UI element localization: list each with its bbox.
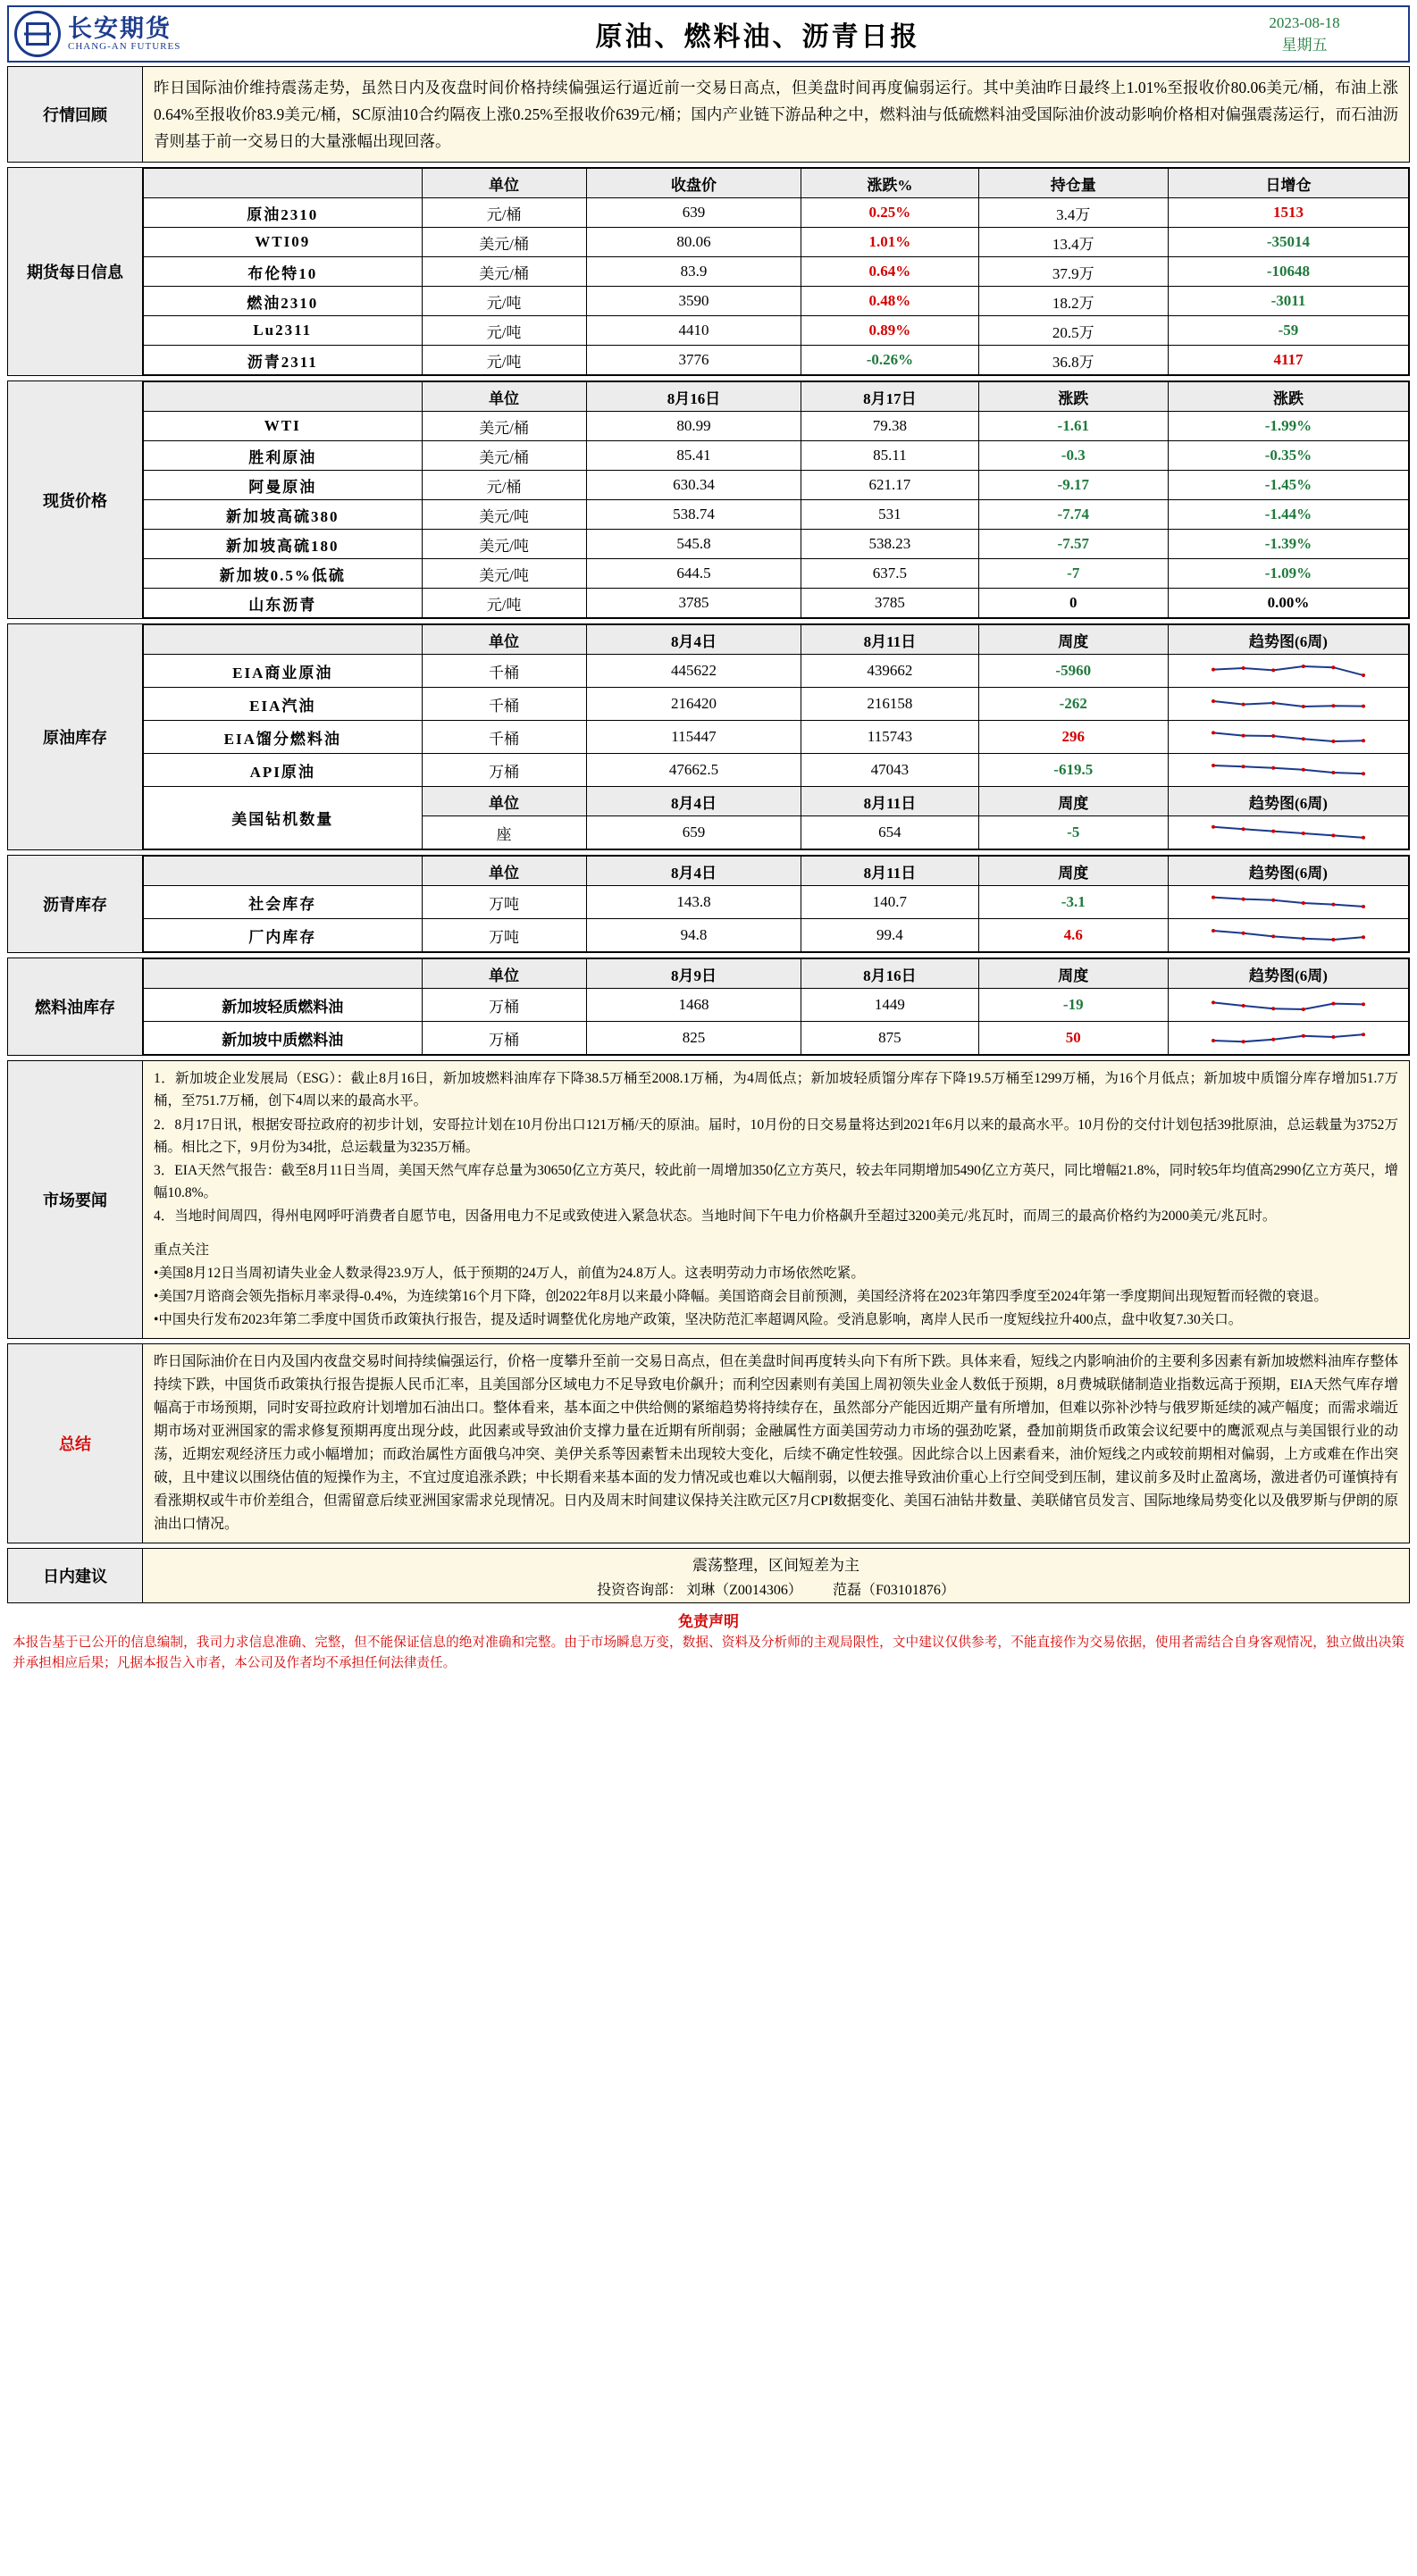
row-label: 新加坡轻质燃料油	[144, 989, 423, 1022]
focus-item: •美国7月谘商会领先指标月率录得-0.4%，为连续第16个月下降，创2022年8月以来最小降幅。美国谘商会目前预测，美国经济将在2023年第四季度至2024年第一季度期间出现短暂而轻微的衰退。	[154, 1289, 1328, 1305]
row-label: 原油2310	[144, 198, 423, 228]
col-blank	[144, 169, 423, 198]
focus-title: 重点关注	[154, 1242, 210, 1259]
row-label: 胜利原油	[144, 441, 423, 471]
col-change-pct: 涨跌%	[801, 169, 978, 198]
col-date1: 8月9日	[586, 959, 801, 989]
cell-weekly: 296	[978, 721, 1168, 754]
table-row	[144, 287, 1409, 316]
cell-unit: 元/桶	[422, 198, 586, 228]
cell-d2: 531	[801, 500, 978, 530]
news-item: 4．当地时间周四，得州电网呼吁消费者自愿节电，因备用电力不足或致使进入紧急状态。当地时间下午电力价格飙升至超过3200美元/兆瓦时，而周三的最高价格约为2000美元/兆瓦时。	[154, 1208, 1277, 1224]
cell-d1: 85.41	[586, 441, 801, 471]
col-date1: 8月16日	[586, 382, 801, 412]
cell-change: -1.61	[978, 412, 1168, 441]
cell-close: 3590	[586, 287, 801, 316]
cell-unit: 千桶	[422, 688, 586, 721]
weekday-value: 星期五	[1281, 37, 1328, 54]
cell-d2: 538.23	[801, 530, 978, 559]
cell-d2: 85.11	[801, 441, 978, 471]
col-date1: 8月4日	[586, 787, 801, 816]
row-label: 新加坡高硫380	[144, 500, 423, 530]
cell-pct: -1.99%	[1168, 412, 1408, 441]
table-row	[144, 989, 1409, 1022]
disclaimer-text: 本报告基于已公开的信息编制，我司力求信息准确、完整，但不能保证信息的绝对准确和完整。由于市场瞬息万变，数据、资料及分析师的主观局限性，文中建议仅供参考，不能直接作为交易依据，使用者需结合自身客观情况，独立做出决策并承担相应后果；凡据本报告入市者，本公司及作者均不承担任何法律责任。	[13, 1635, 1404, 1671]
cell-unit: 元/吨	[422, 589, 586, 618]
cell-unit: 万桶	[422, 754, 586, 787]
cell-doi: 4117	[1168, 346, 1408, 375]
cell-unit: 元/吨	[422, 287, 586, 316]
sparkline	[1168, 754, 1408, 787]
cell-doi: 1513	[1168, 198, 1408, 228]
row-label: Lu2311	[144, 316, 423, 346]
cell-pct: -1.39%	[1168, 530, 1408, 559]
row-label: 社会库存	[144, 886, 423, 919]
cell-change: 1.01%	[801, 228, 978, 257]
col-blank	[144, 382, 423, 412]
col-weekly: 周度	[978, 787, 1168, 816]
table-row	[144, 886, 1409, 919]
cell-change: 0.48%	[801, 287, 978, 316]
table-header-row	[144, 625, 1409, 655]
cell-unit: 美元/桶	[422, 257, 586, 287]
table-row	[144, 471, 1409, 500]
table-row	[144, 198, 1409, 228]
col-unit: 单位	[422, 787, 586, 816]
col-trend: 趋势图(6周)	[1168, 787, 1408, 816]
cell-d2: 637.5	[801, 559, 978, 589]
cell-unit: 美元/桶	[422, 228, 586, 257]
cell-unit: 美元/桶	[422, 412, 586, 441]
cell-close: 3776	[586, 346, 801, 375]
row-label: EIA商业原油	[144, 655, 423, 688]
consultant-1: 刘琳（Z0014306）	[686, 1582, 802, 1598]
news-item: 3．EIA天然气报告：截至8月11日当周，美国天然气库存总量为30650亿立方英尺，较此前一周增加350亿立方英尺，较去年同期增加5490亿立方英尺，同比增幅21.8%，同时较5年均值高2990亿立方英尺，增幅10.8%。	[154, 1162, 1398, 1200]
cell-d2: 216158	[801, 688, 978, 721]
advice-consultants	[143, 1577, 1409, 1602]
logo-icon	[14, 11, 61, 57]
cell-weekly: -262	[978, 688, 1168, 721]
cell-unit: 元/吨	[422, 316, 586, 346]
cell-oi: 37.9万	[978, 257, 1168, 287]
cell-doi: -10648	[1168, 257, 1408, 287]
summary-text: 昨日国际油价在日内及国内夜盘交易时间持续偏强运行，价格一度攀升至前一交易日高点，但在美盘时间再度转头向下有所下跌。具体来看，短线之内影响油价的主要利多因素有新加坡燃料油库存整体持续下跌，中国货币政策执行报告提振人民币汇率，且美国部分区域电力不足导致电价飙升；而利空因素则有美国上周初领失业金人数低于预期，8月费城联储制造业指数远高于预期，EIA天然气库存增幅高于市场预期，同时安哥拉政府计划增加石油出口。整体看来，基本面之中供给侧的紧缩趋势将持续存在，虽然部分产能因近期产量有所增加，但难以弥补沙特与俄罗斯延续的减产幅度；而需求端近期市场对亚洲国家的需求修复预期再度出现分歧，此因素或导致油价支撑力量在近期有所削弱；金融属性方面美国劳动力市场的强劲吃紧，叠加前期货币政策会议纪要中的鹰派观点与美国银行业的动荡，近期宏观经济压力或小幅增加；而政治属性方面俄乌冲突、美伊关系等因素暂未出现较大变化，后续不确定性较强。因此综合以上因素看来，油价短线之内或较前期相对偏弱，上方或难在作出突破，且中建议以围绕估值的短操作为主，不宜过度追涨杀跌；中长期看来基本面的发力情况或也难以大幅削弱，以便去推导致油价重心上行空间受到压制，建议前多及时止盈离场，激进者仍可谨慎持有看涨期权或牛市价差组合，但需留意后续亚洲国家需求兑现情况。日内及周末时间建议保持关注欧元区7月CPI数据变化、美国石油钻井数量、美联储官员发言、国际地缘局势变化以及俄罗斯与伊朗的原油出口情况。	[143, 1344, 1410, 1543]
cell-oi: 13.4万	[978, 228, 1168, 257]
section-summary	[7, 1343, 1410, 1543]
cell-d2: 439662	[801, 655, 978, 688]
cell-d1: 143.8	[586, 886, 801, 919]
cell-change: -7	[978, 559, 1168, 589]
cell-unit: 万吨	[422, 886, 586, 919]
cell-unit: 美元/吨	[422, 500, 586, 530]
cell-d2: 621.17	[801, 471, 978, 500]
table-row	[144, 688, 1409, 721]
company-name-en: CHANG-AN FUTURES	[68, 41, 181, 53]
col-trend: 趋势图(6周)	[1168, 625, 1408, 655]
row-label: 山东沥青	[144, 589, 423, 618]
cell-pct: -0.35%	[1168, 441, 1408, 471]
spot-table	[143, 381, 1409, 618]
cell-d1: 47662.5	[586, 754, 801, 787]
table-header-row	[144, 169, 1409, 198]
table-row	[144, 589, 1409, 618]
cell-pct: -1.44%	[1168, 500, 1408, 530]
col-change: 涨跌	[978, 382, 1168, 412]
col-date2: 8月16日	[801, 959, 978, 989]
section-crude-inventory	[7, 623, 1410, 850]
table-row	[144, 754, 1409, 787]
table-row	[144, 346, 1409, 375]
cell-change: 0	[978, 589, 1168, 618]
col-weekly: 周度	[978, 959, 1168, 989]
cell-unit: 座	[422, 816, 586, 849]
cell-close: 83.9	[586, 257, 801, 287]
cell-change: 0.89%	[801, 316, 978, 346]
asphalt-inventory-table	[143, 856, 1409, 952]
table-row	[144, 412, 1409, 441]
cell-d1: 216420	[586, 688, 801, 721]
cell-d2: 3785	[801, 589, 978, 618]
cell-d1: 825	[586, 1022, 801, 1055]
report-date	[1201, 6, 1409, 62]
consultant-label: 投资咨询部：	[597, 1582, 683, 1598]
sparkline	[1168, 721, 1408, 754]
row-label: API原油	[144, 754, 423, 787]
company-name-cn: 长安期货	[68, 14, 172, 42]
col-weekly: 周度	[978, 625, 1168, 655]
col-trend: 趋势图(6周)	[1168, 959, 1408, 989]
col-date2: 8月17日	[801, 382, 978, 412]
col-blank	[144, 959, 423, 989]
table-row	[144, 257, 1409, 287]
cell-oi: 18.2万	[978, 287, 1168, 316]
fuel-inventory-table	[143, 958, 1409, 1055]
col-trend: 趋势图(6周)	[1168, 857, 1408, 886]
cell-weekly: 4.6	[978, 919, 1168, 952]
cell-oi: 36.8万	[978, 346, 1168, 375]
label-market-news: 市场要闻	[8, 1061, 143, 1339]
futures-table	[143, 168, 1409, 375]
page-title: 原油、燃料油、沥青日报	[595, 22, 920, 52]
col-close: 收盘价	[586, 169, 801, 198]
sparkline	[1168, 688, 1408, 721]
row-label-rig-count: 美国钻机数量	[144, 787, 423, 849]
section-market-news	[7, 1060, 1410, 1339]
table-header-row	[144, 959, 1409, 989]
row-label: WTI09	[144, 228, 423, 257]
table-row	[144, 787, 1409, 816]
cell-unit: 千桶	[422, 655, 586, 688]
table-row	[144, 441, 1409, 471]
cell-unit: 万吨	[422, 919, 586, 952]
cell-oi: 3.4万	[978, 198, 1168, 228]
table-row	[144, 1022, 1409, 1055]
table-row	[144, 655, 1409, 688]
cell-d1: 115447	[586, 721, 801, 754]
advice-main: 震荡整理，区间短差为主	[692, 1556, 859, 1574]
cell-d1: 80.99	[586, 412, 801, 441]
cell-change: -7.57	[978, 530, 1168, 559]
label-market-review: 行情回顾	[8, 67, 143, 163]
label-summary: 总结	[8, 1344, 143, 1543]
cell-weekly: -5960	[978, 655, 1168, 688]
col-unit: 单位	[422, 625, 586, 655]
col-daily-oi-change: 日增仓	[1168, 169, 1408, 198]
table-row	[144, 559, 1409, 589]
section-asphalt-inventory	[7, 855, 1410, 953]
cell-change: -7.74	[978, 500, 1168, 530]
sparkline	[1168, 989, 1408, 1022]
cell-unit: 美元/吨	[422, 530, 586, 559]
consultant-2: 范磊（F03101876）	[832, 1582, 955, 1598]
cell-close: 639	[586, 198, 801, 228]
col-unit: 单位	[422, 959, 586, 989]
col-unit: 单位	[422, 857, 586, 886]
cell-doi: -59	[1168, 316, 1408, 346]
cell-pct: -1.45%	[1168, 471, 1408, 500]
sparkline	[1168, 655, 1408, 688]
cell-change: -0.26%	[801, 346, 978, 375]
cell-d1: 538.74	[586, 500, 801, 530]
section-fuel-inventory	[7, 958, 1410, 1056]
col-date2: 8月11日	[801, 857, 978, 886]
col-open-interest: 持仓量	[978, 169, 1168, 198]
date-value: 2023-08-18	[1269, 13, 1340, 31]
cell-weekly: -5	[978, 816, 1168, 849]
col-change-pct: 涨跌	[1168, 382, 1408, 412]
section-futures-daily	[7, 167, 1410, 376]
cell-d1: 644.5	[586, 559, 801, 589]
table-header-row	[144, 857, 1409, 886]
cell-d1: 445622	[586, 655, 801, 688]
col-date1: 8月4日	[586, 857, 801, 886]
cell-d2: 654	[801, 816, 978, 849]
cell-close: 80.06	[586, 228, 801, 257]
row-label: 燃油2310	[144, 287, 423, 316]
table-header-row	[144, 382, 1409, 412]
cell-d1: 659	[586, 816, 801, 849]
col-date2: 8月11日	[801, 787, 978, 816]
crude-inventory-table	[143, 624, 1409, 849]
col-date2: 8月11日	[801, 625, 978, 655]
report-header	[7, 5, 1410, 63]
cell-weekly: -3.1	[978, 886, 1168, 919]
cell-unit: 美元/桶	[422, 441, 586, 471]
label-spot-price: 现货价格	[8, 381, 143, 619]
cell-unit: 元/桶	[422, 471, 586, 500]
section-spot-price	[7, 381, 1410, 619]
row-label: 新加坡0.5%低硫	[144, 559, 423, 589]
table-row	[144, 316, 1409, 346]
cell-d2: 47043	[801, 754, 978, 787]
section-disclaimer	[7, 1603, 1410, 1678]
label-futures-daily: 期货每日信息	[8, 168, 143, 376]
label-intraday-advice: 日内建议	[8, 1548, 143, 1602]
cell-pct: -1.09%	[1168, 559, 1408, 589]
row-label: EIA馏分燃料油	[144, 721, 423, 754]
section-market-review	[7, 66, 1410, 163]
cell-d1: 3785	[586, 589, 801, 618]
market-review-text: 昨日国际油价维持震荡走势，虽然日内及夜盘时间价格持续偏强运行逼近前一交易日高点，但美盘时间再度偏弱运行。其中美油昨日最终上1.01%至报收价80.06美元/桶，布油上涨0.64%至报收价83.9美元/桶，SC原油10合约隔夜上涨0.25%至报收价639元/桶；国内产业链下游品种之中，燃料油与低硫燃料油受国际油价波动影响价格相对偏强震荡运行，而石油沥青则基于前一交易日的大量涨幅出现回落。	[143, 67, 1410, 163]
sparkline	[1168, 919, 1408, 952]
table-row	[144, 228, 1409, 257]
row-label: 新加坡高硫180	[144, 530, 423, 559]
cell-change: -9.17	[978, 471, 1168, 500]
cell-change: -0.3	[978, 441, 1168, 471]
cell-d1: 94.8	[586, 919, 801, 952]
company-logo	[8, 6, 314, 62]
table-row	[144, 721, 1409, 754]
table-row	[144, 500, 1409, 530]
section-intraday-advice	[7, 1548, 1410, 1603]
row-label: 布伦特10	[144, 257, 423, 287]
cell-weekly: 50	[978, 1022, 1168, 1055]
table-row	[144, 919, 1409, 952]
cell-change: 0.25%	[801, 198, 978, 228]
news-item: 2．8月17日讯，根据安哥拉政府的初步计划，安哥拉计划在10月份出口121万桶/天的原油。届时，10月份的日交易量将达到2021年6月以来的最高水平。10月份的交付计划包括39批原油，总运载量为3752万桶。相比之下，9月份为34批，总运载量为3235万桶。	[154, 1117, 1398, 1155]
news-item: 1．新加坡企业发展局（ESG）：截止8月16日，新加坡燃料油库存下降38.5万桶至2008.1万桶，为4周低点；新加坡轻质馏分库存下降19.5万桶至1299万桶，为16个月低点；新加坡中质馏分库存增加51.7万桶，至751.7万桶，创下4周以来的最高水平。	[154, 1071, 1398, 1109]
focus-item: •中国央行发布2023年第二季度中国货币政策执行报告，提及适时调整优化房地产政策，坚决防范汇率超调风险。受消息影响，离岸人民币一度短线拉升400点，盘中收复7.30关口。	[154, 1312, 1243, 1328]
cell-d1: 545.8	[586, 530, 801, 559]
label-fuel-inventory: 燃料油库存	[8, 958, 143, 1056]
cell-unit: 美元/吨	[422, 559, 586, 589]
cell-pct: 0.00%	[1168, 589, 1408, 618]
cell-weekly: -619.5	[978, 754, 1168, 787]
cell-d2: 875	[801, 1022, 978, 1055]
table-row	[144, 530, 1409, 559]
cell-doi: -35014	[1168, 228, 1408, 257]
row-label: WTI	[144, 412, 423, 441]
cell-oi: 20.5万	[978, 316, 1168, 346]
cell-d2: 140.7	[801, 886, 978, 919]
col-blank	[144, 857, 423, 886]
cell-d2: 99.4	[801, 919, 978, 952]
label-asphalt-inventory: 沥青库存	[8, 856, 143, 953]
cell-unit: 元/吨	[422, 346, 586, 375]
cell-unit: 万桶	[422, 989, 586, 1022]
label-crude-inventory: 原油库存	[8, 624, 143, 850]
row-label: 阿曼原油	[144, 471, 423, 500]
col-unit: 单位	[422, 382, 586, 412]
row-label: 新加坡中质燃料油	[144, 1022, 423, 1055]
col-date1: 8月4日	[586, 625, 801, 655]
cell-change: 0.64%	[801, 257, 978, 287]
cell-d2: 79.38	[801, 412, 978, 441]
cell-unit: 万桶	[422, 1022, 586, 1055]
cell-doi: -3011	[1168, 287, 1408, 316]
row-label: 厂内库存	[144, 919, 423, 952]
col-unit: 单位	[422, 169, 586, 198]
cell-d1: 1468	[586, 989, 801, 1022]
sparkline	[1168, 1022, 1408, 1055]
sparkline	[1168, 816, 1408, 849]
cell-unit: 千桶	[422, 721, 586, 754]
cell-weekly: -19	[978, 989, 1168, 1022]
advice-body	[143, 1548, 1410, 1602]
cell-close: 4410	[586, 316, 801, 346]
col-weekly: 周度	[978, 857, 1168, 886]
disclaimer-title: 免责声明	[678, 1612, 739, 1630]
col-blank	[144, 625, 423, 655]
sparkline	[1168, 886, 1408, 919]
row-label: 沥青2311	[144, 346, 423, 375]
market-news-body	[143, 1061, 1410, 1339]
row-label: EIA汽油	[144, 688, 423, 721]
cell-d2: 1449	[801, 989, 978, 1022]
cell-d1: 630.34	[586, 471, 801, 500]
focus-item: •美国8月12日当周初请失业金人数录得23.9万人，低于预期的24万人，前值为24.8万人。这表明劳动力市场依然吃紧。	[154, 1266, 865, 1282]
cell-d2: 115743	[801, 721, 978, 754]
